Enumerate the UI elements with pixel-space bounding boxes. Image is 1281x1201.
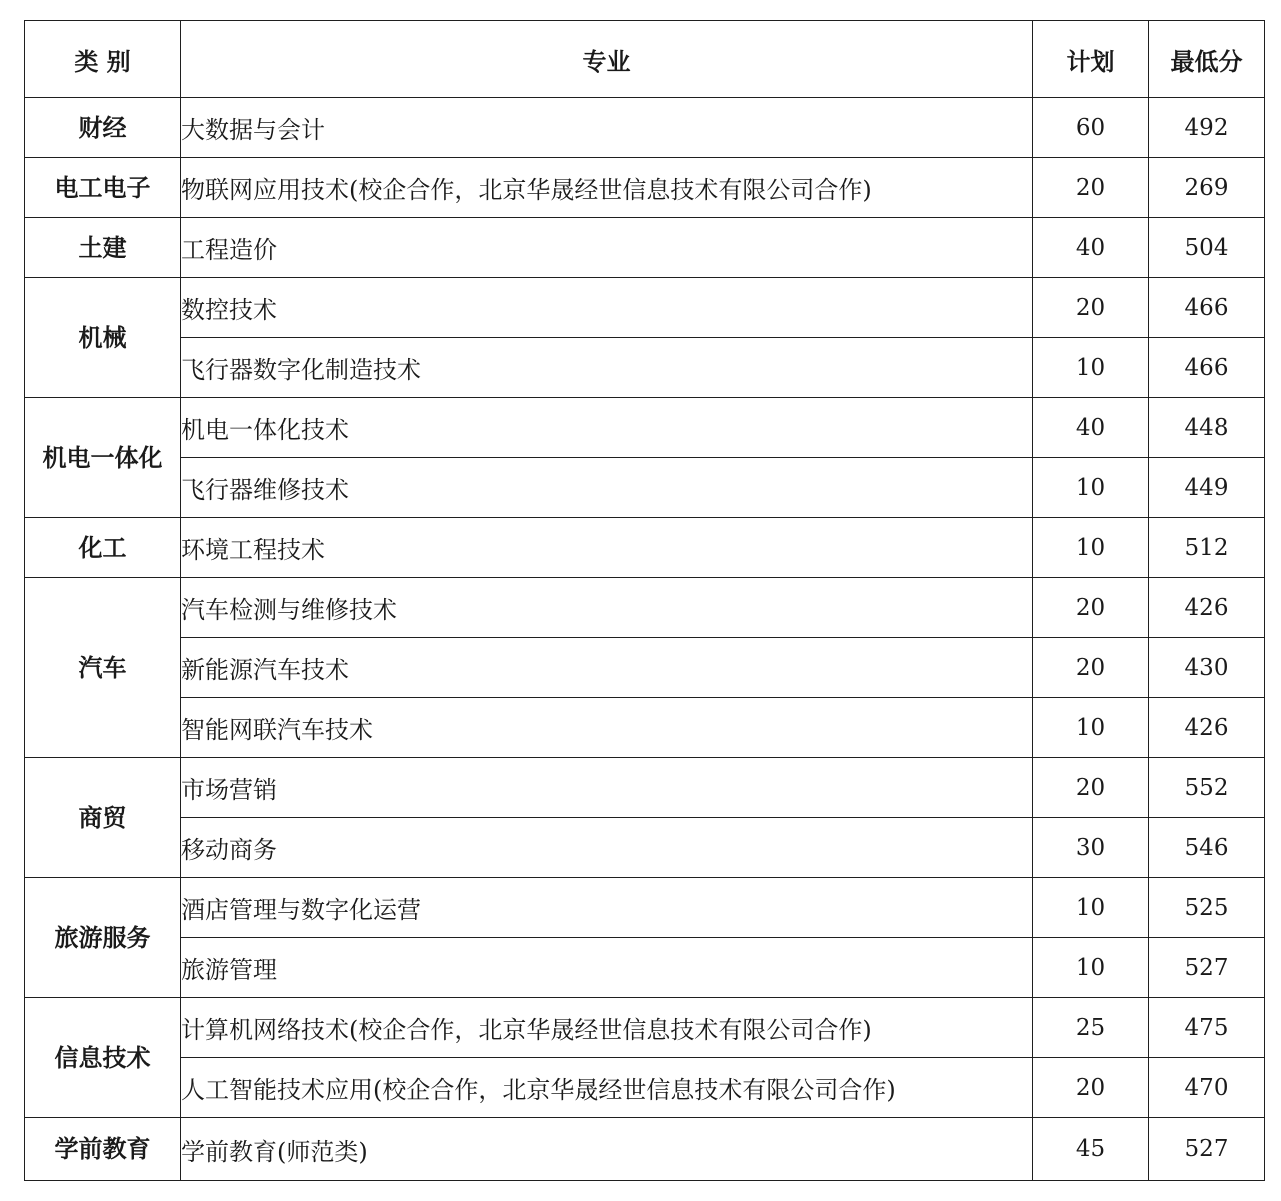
table-row xyxy=(25,1118,1265,1181)
plan-cell: 20 xyxy=(1033,278,1149,338)
category-cell: 汽车 xyxy=(25,578,181,758)
plan-cell: 20 xyxy=(1033,638,1149,698)
plan-cell: 40 xyxy=(1033,218,1149,278)
min-score-cell: 492 xyxy=(1149,98,1265,158)
major-cell: 计算机网络技术(校企合作，北京华晟经世信息技术有限公司合作) xyxy=(181,998,1033,1058)
category-cell: 信息技术 xyxy=(25,998,181,1118)
category-cell: 机械 xyxy=(25,278,181,398)
table-row xyxy=(25,758,1265,818)
min-score-cell: 552 xyxy=(1149,758,1265,818)
table-row xyxy=(25,458,1265,518)
major-cell: 汽车检测与维修技术 xyxy=(181,578,1033,638)
major-cell: 人工智能技术应用(校企合作，北京华晟经世信息技术有限公司合作) xyxy=(181,1058,1033,1118)
min-score-cell: 512 xyxy=(1149,518,1265,578)
table-row xyxy=(25,938,1265,998)
plan-cell: 10 xyxy=(1033,518,1149,578)
min-score-cell: 449 xyxy=(1149,458,1265,518)
table-header-row xyxy=(25,21,1265,98)
category-cell: 土建 xyxy=(25,218,181,278)
major-cell: 环境工程技术 xyxy=(181,518,1033,578)
table-row xyxy=(25,278,1265,338)
category-cell: 机电一体化 xyxy=(25,398,181,518)
major-cell: 学前教育(师范类) xyxy=(181,1118,1033,1181)
major-cell: 智能网联汽车技术 xyxy=(181,698,1033,758)
min-score-cell: 426 xyxy=(1149,698,1265,758)
plan-cell: 10 xyxy=(1033,878,1149,938)
table-row xyxy=(25,878,1265,938)
table-row xyxy=(25,698,1265,758)
category-cell: 旅游服务 xyxy=(25,878,181,998)
min-score-cell: 269 xyxy=(1149,158,1265,218)
table-row xyxy=(25,998,1265,1058)
major-cell: 数控技术 xyxy=(181,278,1033,338)
min-score-cell: 430 xyxy=(1149,638,1265,698)
min-score-cell: 470 xyxy=(1149,1058,1265,1118)
header-major: 专业 xyxy=(181,21,1033,98)
header-plan: 计划 xyxy=(1033,21,1149,98)
min-score-cell: 525 xyxy=(1149,878,1265,938)
plan-cell: 30 xyxy=(1033,818,1149,878)
table-row xyxy=(25,98,1265,158)
major-cell: 物联网应用技术(校企合作，北京华晟经世信息技术有限公司合作) xyxy=(181,158,1033,218)
category-cell: 化工 xyxy=(25,518,181,578)
min-score-cell: 527 xyxy=(1149,1118,1265,1181)
major-cell: 飞行器数字化制造技术 xyxy=(181,338,1033,398)
plan-cell: 20 xyxy=(1033,158,1149,218)
major-cell: 市场营销 xyxy=(181,758,1033,818)
table-row xyxy=(25,578,1265,638)
table-row xyxy=(25,398,1265,458)
min-score-cell: 426 xyxy=(1149,578,1265,638)
major-cell: 机电一体化技术 xyxy=(181,398,1033,458)
major-cell: 新能源汽车技术 xyxy=(181,638,1033,698)
plan-cell: 10 xyxy=(1033,338,1149,398)
plan-cell: 40 xyxy=(1033,398,1149,458)
major-cell: 大数据与会计 xyxy=(181,98,1033,158)
table-row xyxy=(25,638,1265,698)
category-cell: 电工电子 xyxy=(25,158,181,218)
min-score-cell: 466 xyxy=(1149,278,1265,338)
plan-cell: 20 xyxy=(1033,1058,1149,1118)
admission-table xyxy=(24,20,1265,1181)
plan-cell: 10 xyxy=(1033,938,1149,998)
table-row xyxy=(25,338,1265,398)
plan-cell: 20 xyxy=(1033,578,1149,638)
table-row xyxy=(25,818,1265,878)
category-cell: 学前教育 xyxy=(25,1118,181,1181)
min-score-cell: 546 xyxy=(1149,818,1265,878)
min-score-cell: 527 xyxy=(1149,938,1265,998)
major-cell: 飞行器维修技术 xyxy=(181,458,1033,518)
min-score-cell: 466 xyxy=(1149,338,1265,398)
plan-cell: 25 xyxy=(1033,998,1149,1058)
major-cell: 旅游管理 xyxy=(181,938,1033,998)
header-category: 类 别 xyxy=(25,21,181,98)
plan-cell: 45 xyxy=(1033,1118,1149,1181)
plan-cell: 10 xyxy=(1033,698,1149,758)
category-cell: 财经 xyxy=(25,98,181,158)
plan-cell: 10 xyxy=(1033,458,1149,518)
table-row xyxy=(25,158,1265,218)
min-score-cell: 448 xyxy=(1149,398,1265,458)
table-row xyxy=(25,218,1265,278)
major-cell: 酒店管理与数字化运营 xyxy=(181,878,1033,938)
min-score-cell: 475 xyxy=(1149,998,1265,1058)
category-cell: 商贸 xyxy=(25,758,181,878)
plan-cell: 60 xyxy=(1033,98,1149,158)
table-row xyxy=(25,1058,1265,1118)
plan-cell: 20 xyxy=(1033,758,1149,818)
major-cell: 工程造价 xyxy=(181,218,1033,278)
major-cell: 移动商务 xyxy=(181,818,1033,878)
header-min-score: 最低分 xyxy=(1149,21,1265,98)
table-row xyxy=(25,518,1265,578)
min-score-cell: 504 xyxy=(1149,218,1265,278)
